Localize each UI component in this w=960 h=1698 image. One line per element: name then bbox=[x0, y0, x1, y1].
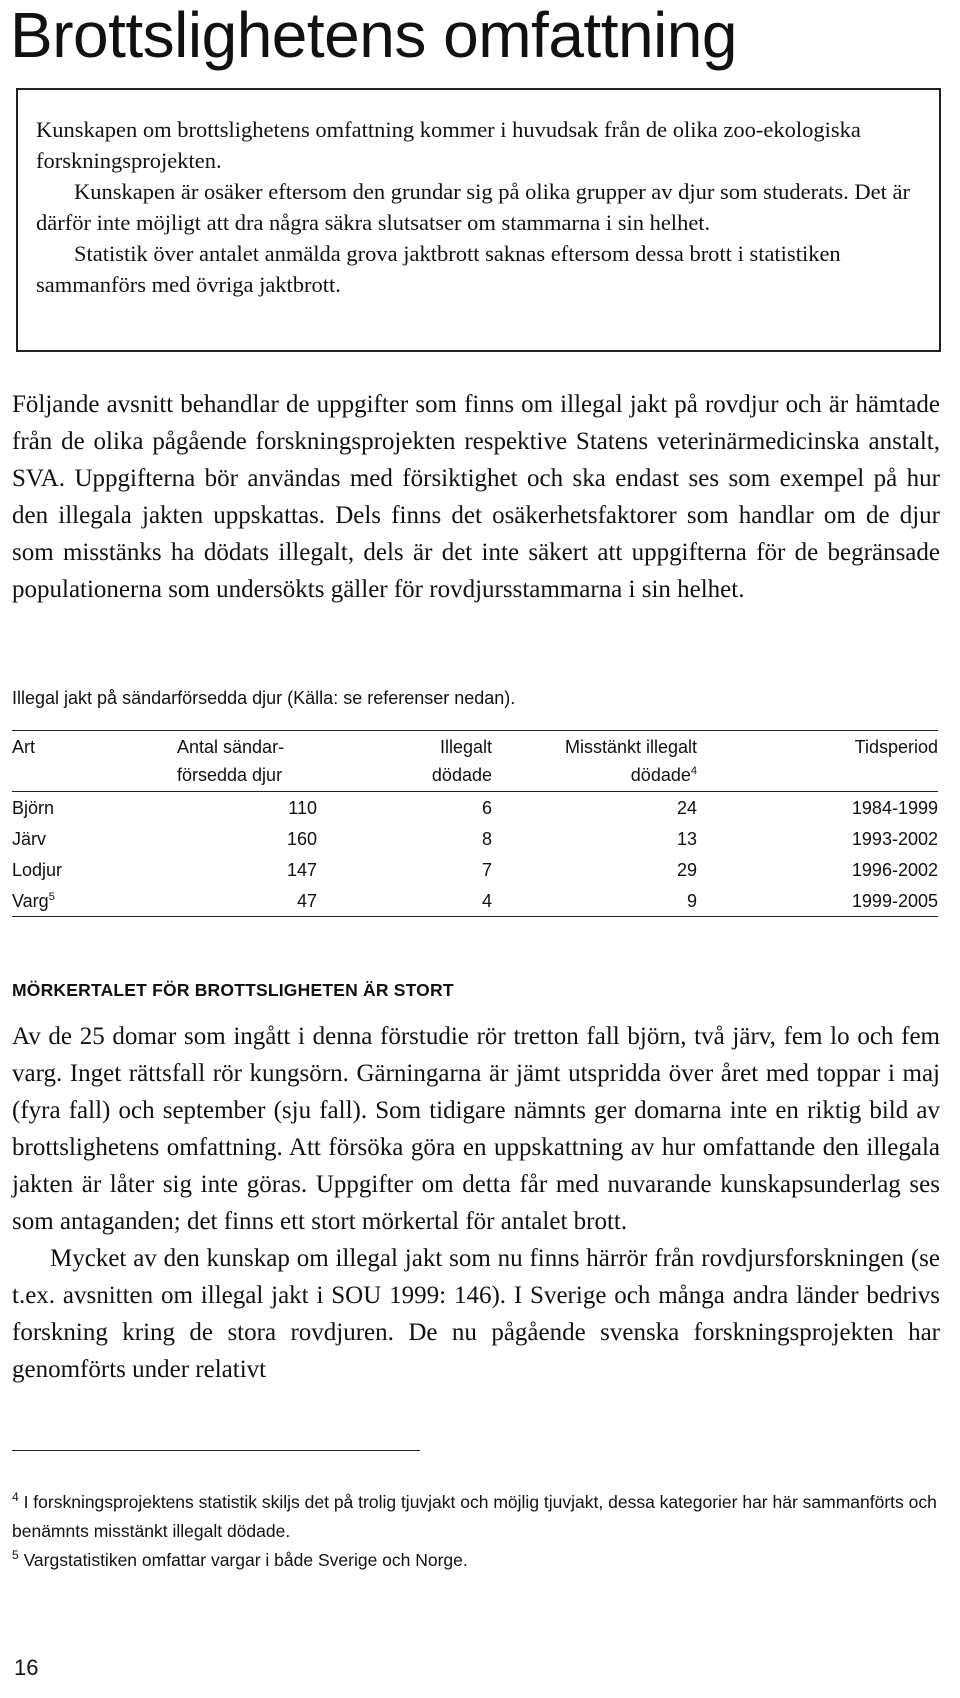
section-text bbox=[12, 1018, 940, 1388]
cell-illegalt: 4 bbox=[317, 885, 492, 917]
header-misstankt bbox=[492, 731, 697, 792]
illegal-hunting-table bbox=[12, 730, 938, 917]
intro-paragraph: Följande avsnitt behandlar de uppgifter som finns om illegal jakt på rovdjur och är hämtade från de olika pågående forskningsprojekten respektive Statens veterinärmedicinska anstalt, SVA. Uppgifterna bör användas med försiktighet och ska endast ses som exempel på hur den illegala jakten uppskattas. Dels finns det osäkerhetsfaktorer som handlar om de djur som misstänks ha dödats illegalt, dels är det inte säkert att uppgifterna för de begränsade populationerna som undersökts gäller för rovdjursstammarna i sin helhet. bbox=[12, 391, 940, 603]
page-number: 16 bbox=[14, 1655, 39, 1680]
cell-tidsperiod: 1999-2005 bbox=[697, 885, 938, 917]
cell-art: Björn bbox=[12, 798, 55, 818]
footnote-5: $^5$ Vargstatistiken omfattar vargar i både Sverige och Norge. bbox=[12, 1548, 468, 1570]
header-illegalt-line1: Illegalt bbox=[439, 737, 492, 757]
table-row bbox=[12, 885, 938, 917]
summary-paragraph: Kunskapen är osäker eftersom den grundar sig på olika grupper av djur som studerats. Det är därför inte möjligt att dra några säkra slutsatser om stammarna i sin helhet. bbox=[36, 179, 910, 235]
page-title: Brottslighetens omfattning bbox=[10, 0, 737, 71]
footnotes bbox=[12, 1488, 940, 1575]
table-row bbox=[12, 792, 938, 824]
cell-antal: 110 bbox=[288, 798, 317, 818]
cell-tidsperiod: 1993-2002 bbox=[851, 829, 938, 849]
cell-tidsperiod: 1996-2002 bbox=[851, 860, 938, 880]
cell-antal: 147 bbox=[286, 860, 317, 880]
summary-paragraph: Kunskapen om brottslighetens omfattning kommer i huvudsak från de olika zoo-ekologiska forskningsprojekten. bbox=[36, 117, 861, 173]
header-antal-line1: Antal sändar- bbox=[177, 737, 285, 757]
footnote-4: $^4$ I forskningsprojektens statistik skiljs det på trolig tjuvjakt och möjlig tjuvjakt, dessa kategorier har här sammanförts och benämnts misstänkt illegalt dödade. bbox=[12, 1490, 937, 1541]
cell-art: Järv bbox=[12, 829, 47, 849]
table-header-row bbox=[12, 731, 938, 792]
section-heading: MÖRKERTALET FÖR BROTTSLIGHETEN ÄR STORT bbox=[12, 980, 454, 1000]
footnote-ref-4: 4 bbox=[690, 765, 697, 777]
header-misstankt-line1: Misstänkt illegalt bbox=[564, 737, 697, 757]
cell-misstankt: 9 bbox=[492, 885, 697, 917]
cell-art: Varg$^5$ bbox=[12, 885, 177, 917]
cell-misstankt: 24 bbox=[676, 798, 697, 818]
cell-illegalt: 6 bbox=[481, 798, 492, 818]
cell-antal: 47 bbox=[177, 885, 317, 917]
table-row bbox=[12, 823, 938, 854]
cell-misstankt: 29 bbox=[676, 860, 697, 880]
section-paragraph: Av de 25 domar som ingått i denna förstudie rör tretton fall björn, två järv, fem lo och fem varg. Inget rättsfall rör kungsörn. Gärningarna är jämt utspridda över året med toppar i maj (fyra fall) och september (sju fall). Som tidigare nämnts ger domarna inte en riktig bild av brottslighetens omfattning. Att försöka göra en uppskattning av hur omfattande den illegala jakten är låter sig inte göras. Uppgifter om detta får med nuvarande kunskapsunderlag ses som antaganden; det finns ett stort mörkertal för antalet brott. bbox=[12, 1023, 940, 1235]
header-antal-line2: försedda djur bbox=[177, 765, 283, 785]
cell-illegalt: 8 bbox=[481, 829, 492, 849]
cell-misstankt: 13 bbox=[676, 829, 697, 849]
cell-illegalt: 7 bbox=[481, 860, 492, 880]
intro-text bbox=[12, 386, 940, 608]
footnote-ref-5: 5 bbox=[48, 891, 55, 903]
header-illegalt-line2: dödade bbox=[431, 765, 492, 785]
cell-art: Lodjur bbox=[12, 860, 63, 880]
header-antal bbox=[177, 731, 317, 792]
table-row bbox=[12, 854, 938, 885]
header-misstankt-word: dödade bbox=[630, 765, 691, 785]
summary-paragraph: Statistik över antalet anmälda grova jaktbrott saknas eftersom dessa brott i statistiken sammanförs med övriga jaktbrott. bbox=[36, 241, 841, 297]
header-art: Art bbox=[12, 731, 177, 792]
cell-antal: 160 bbox=[286, 829, 317, 849]
header-tidsperiod: Tidsperiod bbox=[697, 731, 938, 792]
footnote-divider bbox=[12, 1450, 420, 1451]
header-misstankt-line2 bbox=[492, 761, 697, 789]
header-illegalt bbox=[317, 731, 492, 792]
cell-tidsperiod: 1984-1999 bbox=[851, 798, 938, 818]
summary-box bbox=[16, 88, 941, 352]
table-caption: Illegal jakt på sändarförsedda djur (Källa: se referenser nedan). bbox=[12, 688, 516, 708]
section-paragraph: Mycket av den kunskap om illegal jakt som nu finns härrör från rovdjursforskningen (se t.ex. avsnitten om illegal jakt i SOU 1999: 146). I Sverige och många andra länder bedrivs forskning kring de stora rovdjuren. De nu pågående svenska forskningsprojekten har genomförts under relativt bbox=[12, 1245, 940, 1383]
